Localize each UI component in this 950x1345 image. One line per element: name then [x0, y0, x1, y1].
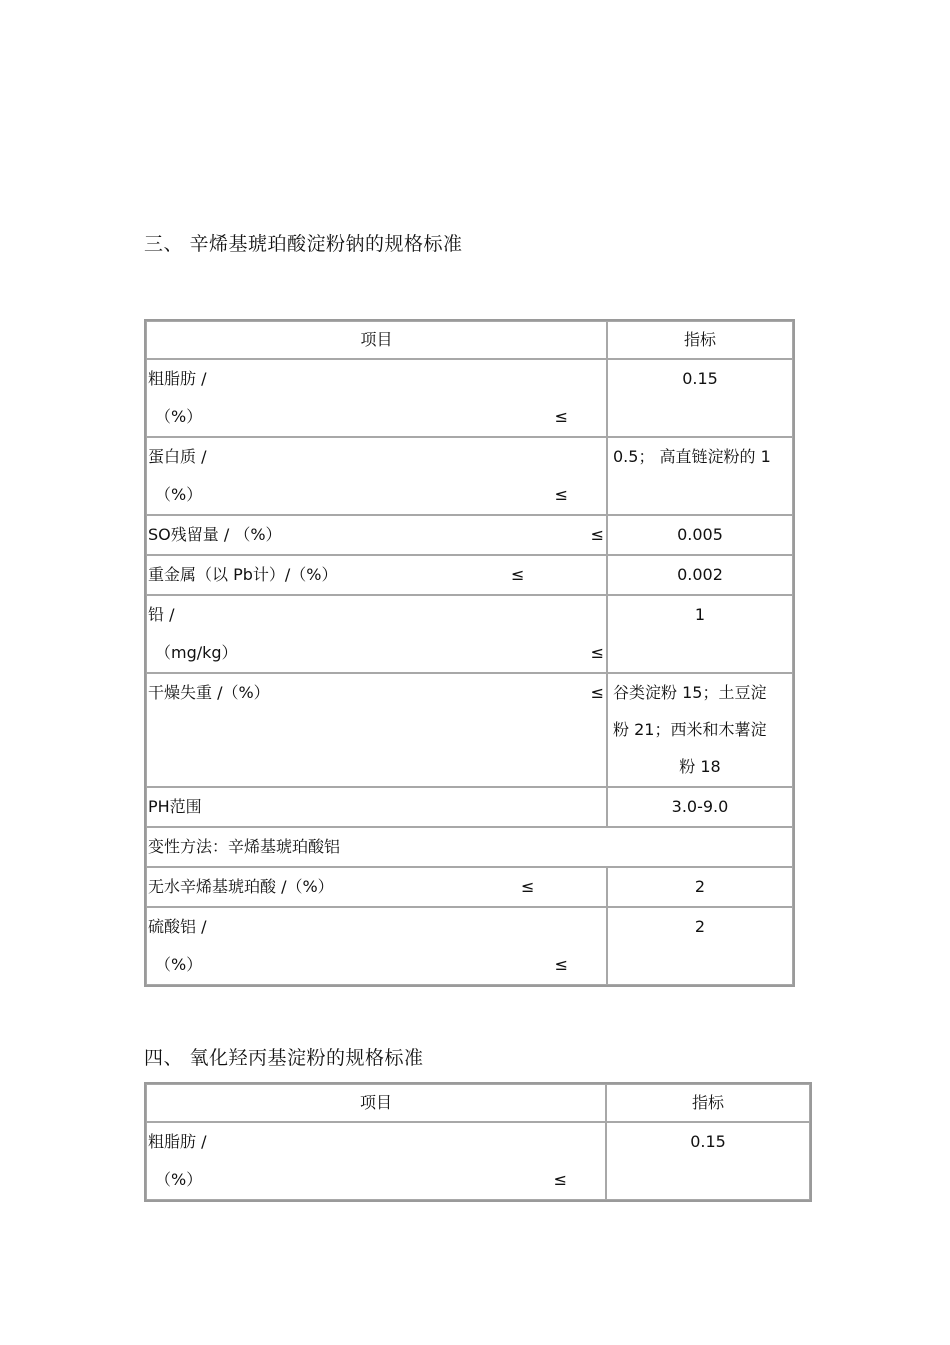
item-label: 粗脂肪 / [148, 1132, 207, 1151]
table-row [146, 907, 793, 985]
item-cell [146, 595, 607, 673]
item-label: 蛋白质 / [148, 447, 207, 466]
item-label: PH范围 [148, 797, 202, 816]
item-cell [146, 867, 607, 907]
item-cell [146, 673, 607, 787]
spec-table-octenyl-succinate-starch [144, 319, 795, 987]
method-cell [146, 827, 793, 867]
table-row [146, 555, 793, 595]
le-symbol: ≤ [590, 643, 604, 662]
le-symbol: ≤ [521, 877, 535, 896]
item-cell [146, 515, 607, 555]
le-symbol: ≤ [554, 485, 568, 504]
table-row [146, 1122, 810, 1200]
item-label: 无水辛烯基琥珀酸 /（%） [148, 877, 334, 896]
value-cell: 0.15 [607, 359, 793, 437]
item-label: 粗脂肪 / [148, 369, 207, 388]
value-cell: 2 [607, 867, 793, 907]
item-label: 重金属（以 Pb计）/（%） [148, 565, 338, 584]
item-label: SO残留量 / （%） [148, 525, 282, 544]
item-cell [146, 437, 607, 515]
le-symbol: ≤ [554, 407, 568, 426]
value-cell [607, 673, 793, 787]
value-cell: 1 [607, 595, 793, 673]
header-item: 项目 [146, 1084, 606, 1122]
header-item: 项目 [146, 321, 607, 359]
table-row [146, 515, 793, 555]
table-header-row [146, 321, 793, 359]
le-symbol: ≤ [554, 955, 568, 974]
value-cell [607, 437, 793, 515]
item-unit: （%） [155, 485, 203, 504]
item-unit: （%） [155, 955, 203, 974]
table-row [146, 867, 793, 907]
le-symbol: ≤ [511, 565, 525, 584]
table-row [146, 787, 793, 827]
item-cell [146, 359, 607, 437]
value-line: 谷类淀粉 15；土豆淀 [613, 683, 767, 702]
table-row [146, 437, 793, 515]
value-line: 粉 21；西米和木薯淀 [613, 720, 767, 739]
table-row [146, 673, 793, 787]
value-cell: 0.002 [607, 555, 793, 595]
item-cell [146, 555, 607, 595]
value-text: 0.5； 高直链淀粉的 1 [613, 447, 771, 466]
item-label: 铅 / [148, 605, 175, 624]
item-label: 硫酸铝 / [148, 917, 207, 936]
section-3-title: 三、 辛烯基琥珀酸淀粉钠的规格标准 [144, 233, 463, 255]
le-symbol: ≤ [590, 525, 604, 544]
value-cell: 3.0-9.0 [607, 787, 793, 827]
header-indicator: 指标 [606, 1084, 810, 1122]
table-header-row [146, 1084, 810, 1122]
item-label: 干燥失重 /（%） [148, 683, 270, 702]
table-row [146, 595, 793, 673]
table-row [146, 827, 793, 867]
value-cell: 0.005 [607, 515, 793, 555]
header-indicator: 指标 [607, 321, 793, 359]
method-label: 变性方法：辛烯基琥珀酸铝 [148, 837, 341, 856]
le-symbol: ≤ [590, 683, 604, 702]
value-cell: 0.15 [606, 1122, 810, 1200]
value-line: 粉 18 [679, 757, 721, 776]
spec-table-oxidized-hydroxypropyl-starch [144, 1082, 812, 1202]
section-4-title: 四、 氧化羟丙基淀粉的规格标准 [144, 1047, 424, 1069]
item-unit: （mg/kg） [155, 643, 238, 662]
item-unit: （%） [155, 407, 203, 426]
item-cell [146, 1122, 606, 1200]
le-symbol: ≤ [553, 1170, 567, 1189]
item-cell [146, 787, 607, 827]
table-row [146, 359, 793, 437]
item-cell [146, 907, 607, 985]
value-cell: 2 [607, 907, 793, 985]
item-unit: （%） [155, 1170, 203, 1189]
